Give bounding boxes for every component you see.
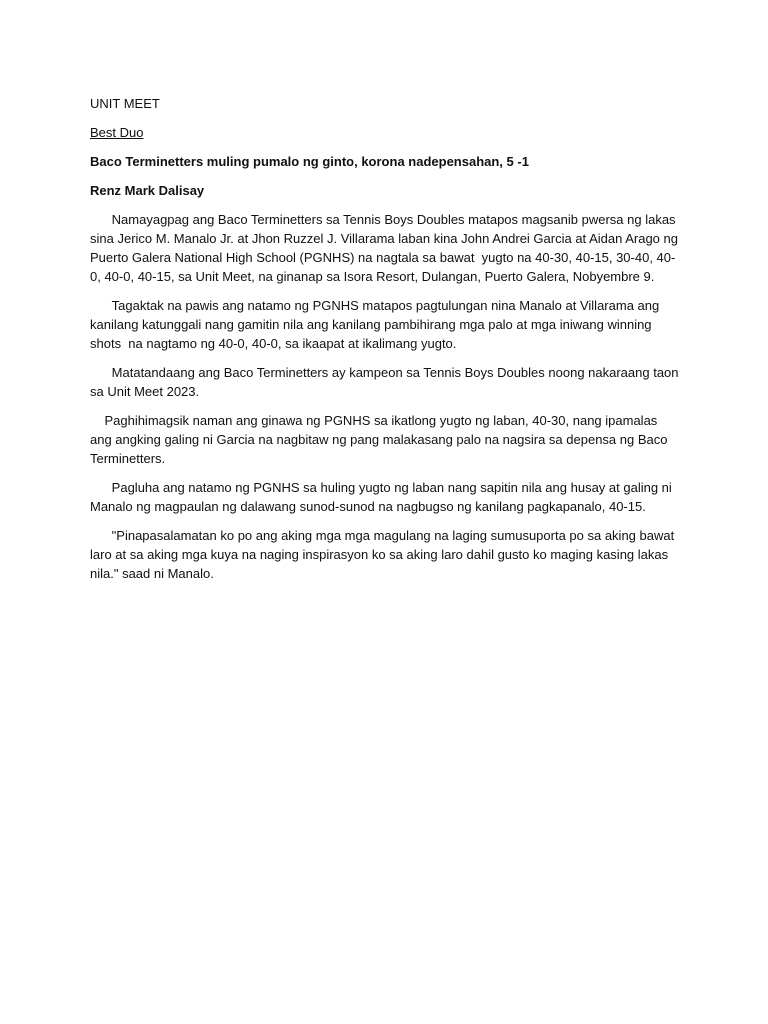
author-byline: Renz Mark Dalisay [90, 183, 205, 198]
paragraph-1: Namayagpag ang Baco Terminetters sa Tennis Boys Doubles matapos magsanib pwersa ng lakas sina Jerico M. Manalo Jr. at Jhon Ruzzel J. Villarama laban kina John Andrei Garcia at Aidan Arago ng Puerto Galera National High School (PGNHS) na nagtala sa bawat yugto na 40-30, 40-15, 30-40, 40-0, 40-0, 40-15, sa Unit Meet, na ginanap sa Isora Resort, Dulangan, Puerto Galera, Nobyembre 9. [90, 212, 682, 284]
paragraph-2: Tagaktak na pawis ang natamo ng PGNHS matapos pagtulungan nina Manalo at Villarama ang kanilang katunggali nang gamitin nila ang kanilang pambihirang mga palo at mga iniwang winning shots na nagtamo ng 40-0, 40-0, sa ikaapat at ikalimang yugto. [90, 298, 663, 351]
paragraph-3: Matatandaang ang Baco Terminetters ay kampeon sa Tennis Boys Doubles noong nakaraang taon sa Unit Meet 2023. [90, 365, 683, 399]
paragraph-6: "Pinapasalamatan ko po ang aking mga mga magulang na laging sumusuporta po sa aking bawat laro at sa aking mga kuya na naging inspirasyon ko sa aking laro dahil gusto ko maging kasing lakas nila." saad ni Manalo. [90, 528, 678, 581]
category-label: Best Duo [90, 125, 144, 140]
document-page [90, 94, 683, 593]
headline: Baco Terminetters muling pumalo ng ginto, korona nadepensahan, 5 -1 [90, 154, 529, 169]
paragraph-5: Pagluha ang natamo ng PGNHS sa huling yugto ng laban nang sapitin nila ang husay at galing ni Manalo ng magpaulan ng dalawang sunod-sunod na nagbugso ng kanilang pagkapanalo, 40-15. [90, 480, 676, 514]
paragraph-4: Paghihimagsik naman ang ginawa ng PGNHS sa ikatlong yugto ng laban, 40-30, nang ipamalas ang angking galing ni Garcia na nagbitaw ng pang malakasang palo na nagsira sa depensa ng Baco Terminetters. [90, 413, 671, 466]
section-label: UNIT MEET [90, 96, 160, 111]
